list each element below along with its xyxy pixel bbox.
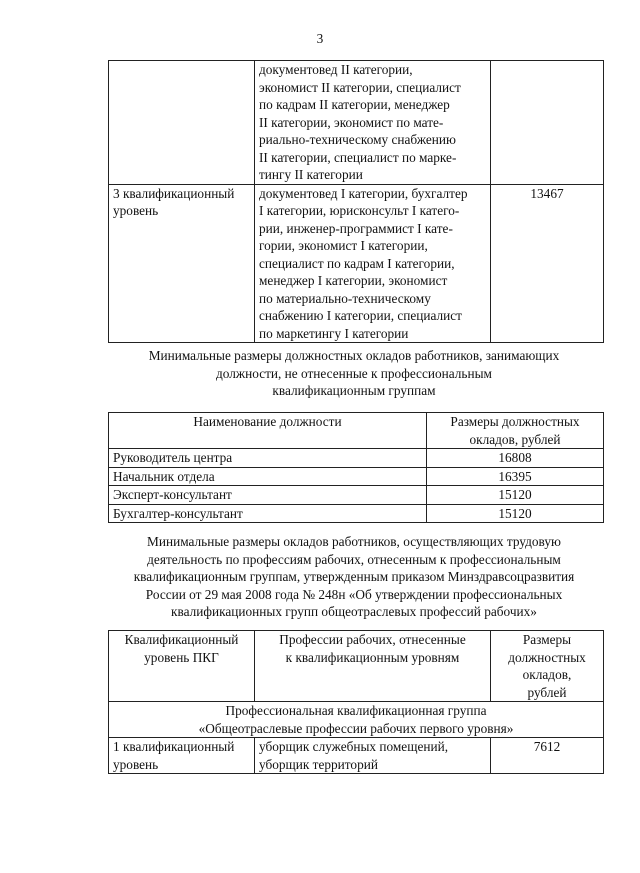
column-header-position: Наименование должности	[109, 413, 427, 449]
column-header-salary: Размеры должностных окладов, рублей	[491, 631, 604, 702]
qualification-salary-table-continued	[108, 60, 604, 343]
salary-value-cell: 15120	[427, 504, 604, 523]
column-header-level: Квалификационный уровень ПКГ	[109, 631, 255, 702]
positions-cell: документовед I категории, бухгалтер I категории, юрисконсульт I катего- рии, инженер-программист I кате- гории, экономист I категории, специалист по кадрам I категории, менеджер I категории, экономист по материально-техническому снабжению I категории, специалист по маркетингу I категории	[255, 184, 491, 343]
position-name-cell: Начальник отдела	[109, 467, 427, 486]
level-cell: 3 квалификационный уровень	[109, 184, 255, 343]
table-row	[109, 61, 604, 185]
level-cell	[109, 61, 255, 185]
table-row	[109, 449, 604, 468]
level-cell: 1 квалификационный уровень	[109, 738, 255, 774]
table-header-row	[109, 413, 604, 449]
table-row	[109, 738, 604, 774]
table-row	[109, 486, 604, 505]
salary-value-cell: 16808	[427, 449, 604, 468]
worker-professions-salary-table	[108, 630, 604, 774]
table-row	[109, 184, 604, 343]
position-salary-table	[108, 412, 604, 523]
position-name-cell: Эксперт-консультант	[109, 486, 427, 505]
column-header-professions: Профессии рабочих, отнесенные к квалификационным уровням	[255, 631, 491, 702]
position-name-cell: Бухгалтер-консультант	[109, 504, 427, 523]
page-number: 3	[316, 31, 324, 46]
professional-group-title: Профессиональная квалификационная группа «Общеотраслевые профессии рабочих первого уровня»	[109, 702, 604, 738]
salary-value-cell: 16395	[427, 467, 604, 486]
salary-cell	[491, 61, 604, 185]
salary-cell: 13467	[491, 184, 604, 343]
group-title-row	[109, 702, 604, 738]
column-header-salary: Размеры должностных окладов, рублей	[427, 413, 604, 449]
positions-cell: документовед II категории, экономист II категории, специалист по кадрам II категории, менеджер II категории, экономист по мате- риально-техническому снабжению II категории, специалист по марке- тингу II категории	[255, 61, 491, 185]
salary-cell: 7612	[491, 738, 604, 774]
section-heading-non-pkg-positions: Минимальные размеры должностных окладов работников, занимающих должности, не отнесенные к профессиональным квалификационным группам	[148, 348, 560, 398]
professions-cell: уборщик служебных помещений, уборщик территорий	[255, 738, 491, 774]
section-heading-worker-professions: Минимальные размеры окладов работников, осуществляющих трудовую деятельность по профессиям рабочих, отнесенным к профессиональным квалификационным группам, утвержденным приказом Минздравсоцразвития России от 29 мая 2008 года № 248н «Об утверждении профессиональных квалификационных групп общеотраслевых профессий рабочих»	[133, 534, 575, 619]
table-header-row	[109, 631, 604, 702]
position-name-cell: Руководитель центра	[109, 449, 427, 468]
table-row	[109, 504, 604, 523]
salary-value-cell: 15120	[427, 486, 604, 505]
table-row	[109, 467, 604, 486]
